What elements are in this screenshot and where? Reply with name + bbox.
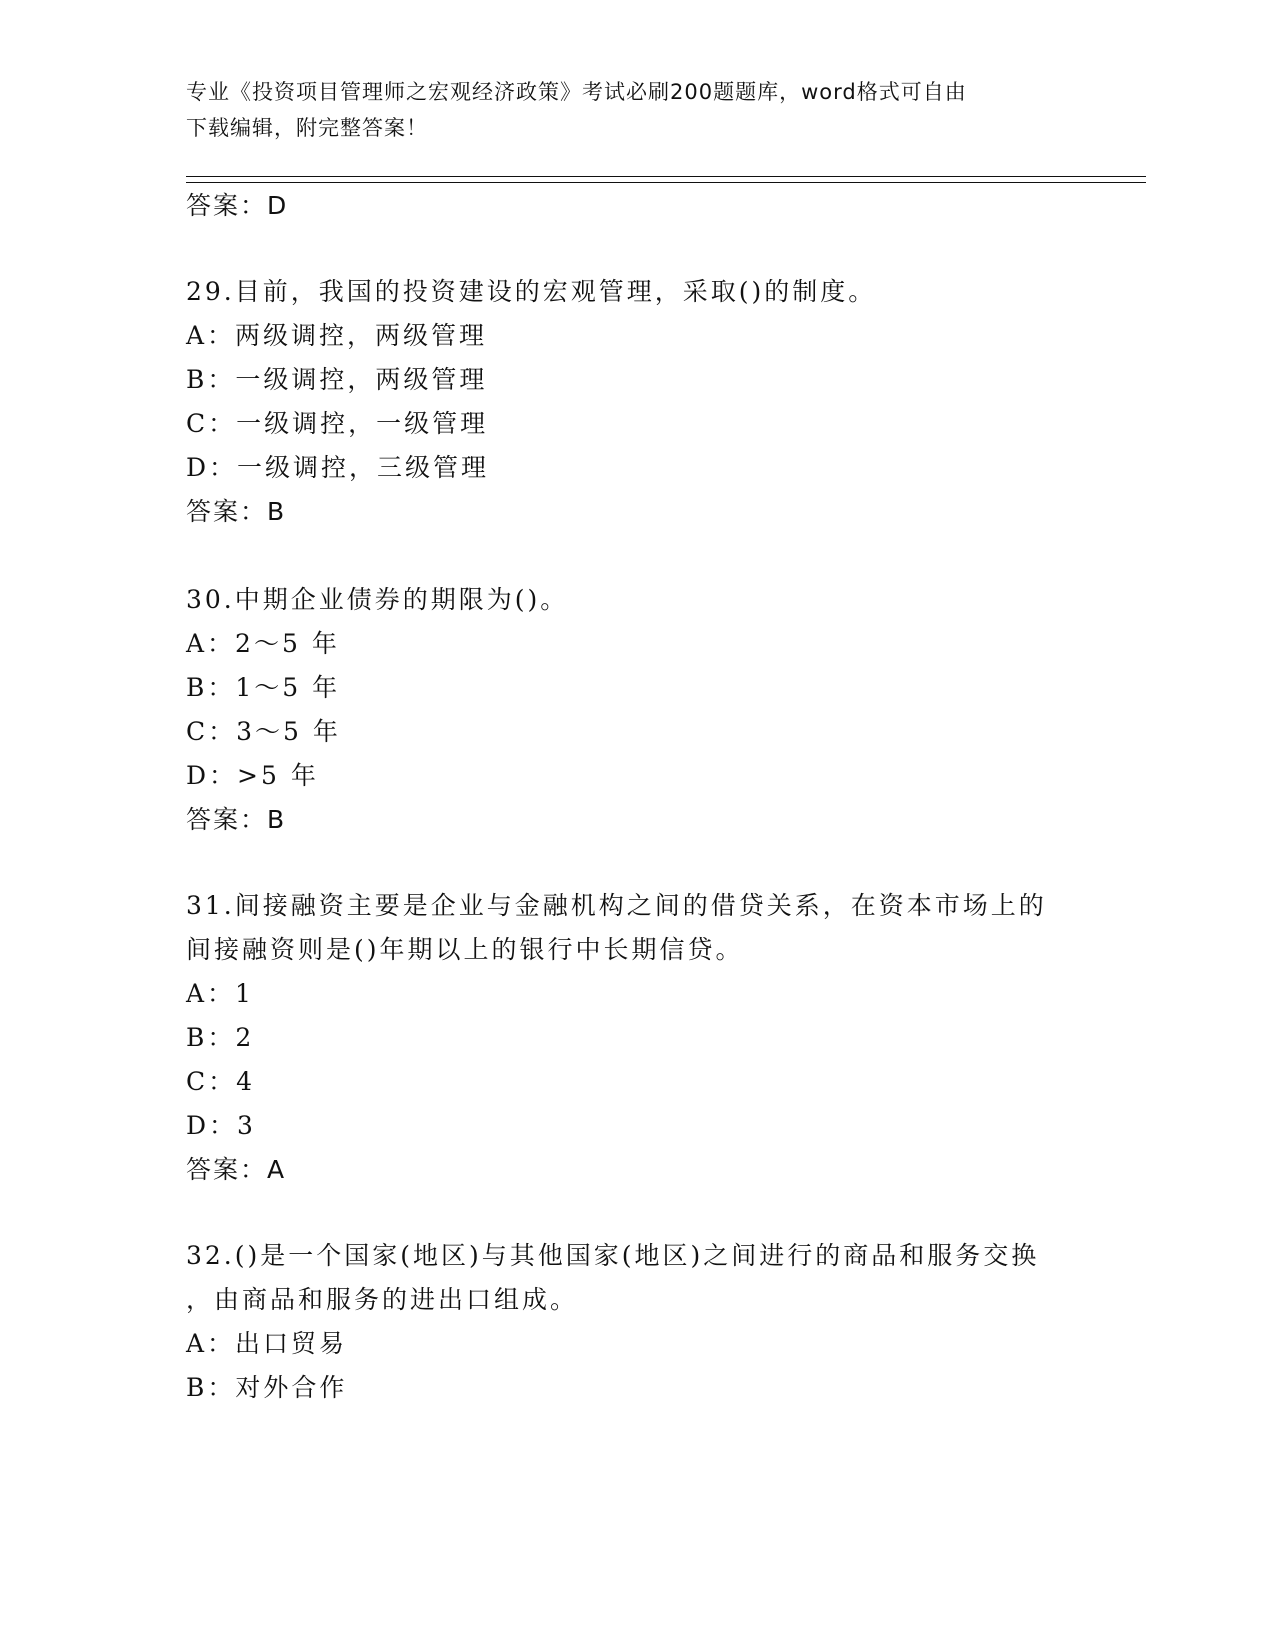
question-32-line-1: 32.()是一个国家(地区)与其他国家(地区)之间进行的商品和服务交换 [186,1241,1040,1270]
document-header [186,74,1086,146]
answer-q31: 答案：A [186,1155,287,1184]
question-30: 30.中期企业债券的期限为()。 [186,585,569,614]
question-29: 29.目前，我国的投资建设的宏观管理，采取()的制度。 [186,277,877,306]
question-31-line-1: 31.间接融资主要是企业与金融机构之间的借贷关系，在资本市场上的 [186,891,1047,920]
q30-option-d: D：>5 年 [186,761,319,790]
q29-option-d: D：一级调控，三级管理 [186,453,490,482]
q29-option-a: A：两级调控，两级管理 [186,321,488,350]
question-32-line-2: ，由商品和服务的进出口组成。 [186,1285,579,1314]
q29-option-c: C：一级调控，一级管理 [186,409,489,438]
q30-option-a: A：2～5 年 [186,629,340,658]
answer-q29: 答案：B [186,497,287,526]
q31-option-c: C：4 [186,1067,256,1096]
header-line-2: 下载编辑，附完整答案！ [186,116,428,140]
q31-option-b: B：2 [186,1023,255,1052]
answer-q28: 答案：D [186,191,289,220]
q32-option-b: B：对外合作 [186,1373,348,1402]
question-31-line-2: 间接融资则是()年期以上的银行中长期信贷。 [186,935,744,964]
q31-option-a: A：1 [186,979,254,1008]
header-line-1: 专业《投资项目管理师之宏观经济政策》考试必刷200题题库，word格式可自由 [186,80,967,104]
answer-q30: 答案：B [186,805,287,834]
q30-option-c: C：3～5 年 [186,717,341,746]
q29-option-b: B：一级调控，两级管理 [186,365,488,394]
q30-option-b: B：1～5 年 [186,673,341,702]
q32-option-a: A：出口贸易 [186,1329,348,1358]
header-divider-bottom [186,182,1146,183]
q31-option-d: D：3 [186,1111,256,1140]
header-divider-top [186,176,1146,177]
